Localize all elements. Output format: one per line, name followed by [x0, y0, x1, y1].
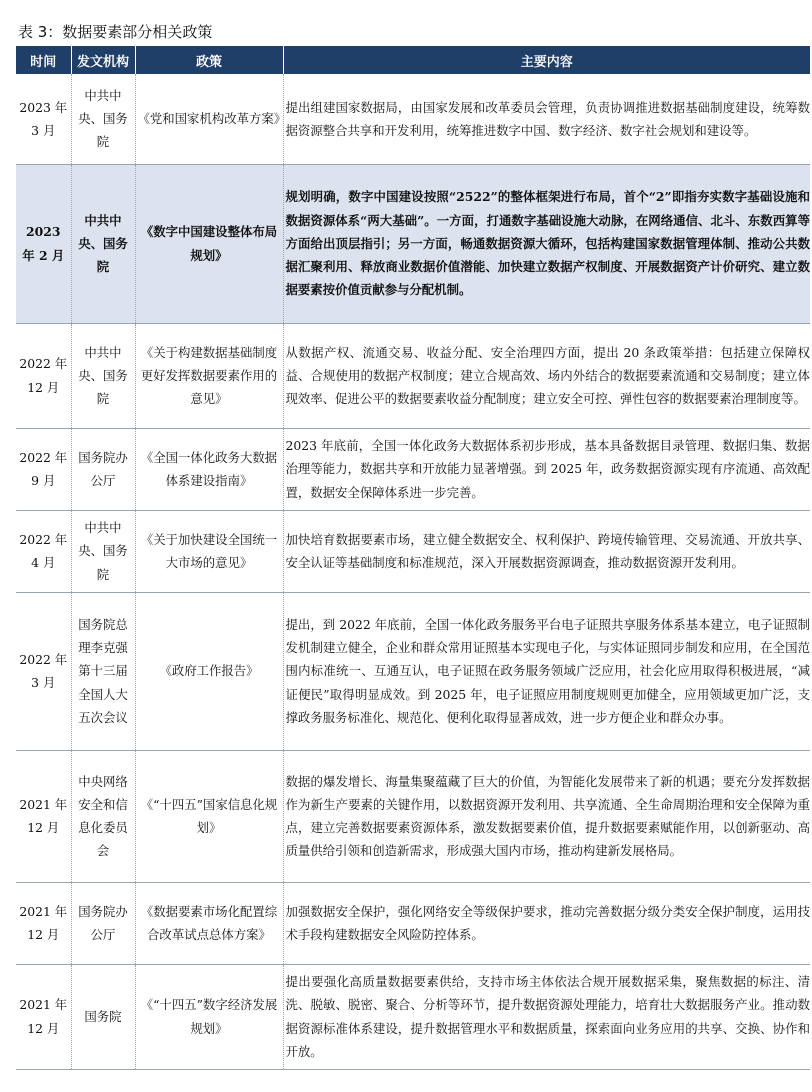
header-policy: 政策 — [135, 46, 283, 74]
row-org: 国务院办公厅 — [71, 882, 135, 964]
row-org: 中共中央、国务院 — [71, 323, 135, 428]
table-header-row — [16, 46, 810, 74]
row-content: 规划明确，数字中国建设按照“2522”的整体框架进行布局，首个“2”即指夯实数字基础设施和数据资源体系“两大基础”。一方面，打通数字基础设施大动脉，在网络通信、北斗、东数西算等方面给出顶层指引；另一方面，畅通数据资源大循环，包括构建国家数据管理体制、推动公共数据汇聚利用、释放商业数据价值潜能、加快建立数据产权制度、开展数据资产计价研究、建立数据要素按价值贡献参与分配机制。 — [283, 164, 810, 323]
row-org: 中共中央、国务院 — [71, 164, 135, 323]
table-row — [16, 510, 810, 592]
row-time: 2022 年 9 月 — [16, 428, 71, 510]
row-policy: 《关于加快建设全国统一大市场的意见》 — [135, 510, 283, 592]
row-policy: 《政府工作报告》 — [135, 592, 283, 750]
policy-table — [16, 46, 810, 1070]
row-policy: 《数据要素市场化配置综合改革试点总体方案》 — [135, 882, 283, 964]
header-content: 主要内容 — [283, 46, 810, 74]
header-time: 时间 — [16, 46, 71, 74]
row-time: 2022 年 4 月 — [16, 510, 71, 592]
row-content: 提出，到 2022 年底前，全国一体化政务服务平台电子证照共享服务体系基本建立，电子证照制发机制建立健全，企业和群众常用证照基本实现电子化，与实体证照同步制发和应用，在全国范围内标准统一、互通互认，电子证照在政务服务领域广泛应用，社会化应用取得积极进展，“减证便民”取得明显成效。到 2025 年，电子证照应用制度规则更加健全，应用领域更加广泛，支撑政务服务标准化、规范化、便利化取得显著成效，进一步方便企业和群众办事。 — [283, 592, 810, 750]
row-time: 2023 年 3 月 — [16, 74, 71, 164]
row-content: 提出组建国家数据局，由国家发展和改革委员会管理，负责协调推进数据基础制度建设，统筹数据资源整合共享和开发利用，统筹推进数字中国、数字经济、数字社会规划和建设等。 — [283, 74, 810, 164]
header-org: 发文机构 — [71, 46, 135, 74]
row-org: 中共中央、国务院 — [71, 510, 135, 592]
row-policy: 《“十四五”国家信息化规划》 — [135, 750, 283, 882]
table-row — [16, 74, 810, 164]
row-time: 2022 年 12 月 — [16, 323, 71, 428]
row-content: 提出要强化高质量数据要素供给，支持市场主体依法合规开展数据采集，聚焦数据的标注、清洗、脱敏、脱密、聚合、分析等环节，提升数据资源处理能力，培育壮大数据服务产业。推动数据资源标准体系建设，提升数据管理水平和数据质量，探索面向业务应用的共享、交换、协作和开放。 — [283, 964, 810, 1069]
table-caption: 表 3：数据要素部分相关政策 — [18, 23, 213, 41]
row-policy: 《全国一体化政务大数据体系建设指南》 — [135, 428, 283, 510]
table-row — [16, 750, 810, 882]
row-content: 数据的爆发增长、海量集聚蕴藏了巨大的价值，为智能化发展带来了新的机遇；要充分发挥数据作为新生产要素的关键作用，以数据资源开发利用、共享流通、全生命周期治理和安全保障为重点，建立完善数据要素资源体系，激发数据要素价值，提升数据要素赋能作用，以创新驱动、高质量供给引领和创造新需求，形成强大国内市场，推动构建新发展格局。 — [283, 750, 810, 882]
row-org: 国务院 — [71, 964, 135, 1069]
row-org: 国务院办公厅 — [71, 428, 135, 510]
table-row — [16, 428, 810, 510]
row-policy: 《数字中国建设整体布局规划》 — [135, 164, 283, 323]
row-policy: 《“十四五”数字经济发展规划》 — [135, 964, 283, 1069]
row-content: 从数据产权、流通交易、收益分配、安全治理四方面，提出 20 条政策举措：包括建立保障权益、合规使用的数据产权制度；建立合规高效、场内外结合的数据要素流通和交易制度；建立体现效率、促进公平的数据要素收益分配制度；建立安全可控、弹性包容的数据要素治理制度等。 — [283, 323, 810, 428]
row-org: 国务院总理李克强第十三届全国人大五次会议 — [71, 592, 135, 750]
row-org: 中央网络安全和信息化委员会 — [71, 750, 135, 882]
table-row — [16, 323, 810, 428]
table-row — [16, 592, 810, 750]
table-row-highlighted — [16, 164, 810, 323]
row-time: 2023 年 2 月 — [16, 164, 71, 323]
table-row — [16, 882, 810, 964]
row-time: 2021 年 12 月 — [16, 750, 71, 882]
row-content: 加强数据安全保护，强化网络安全等级保护要求，推动完善数据分级分类安全保护制度，运用技术手段构建数据安全风险防控体系。 — [283, 882, 810, 964]
table-row — [16, 964, 810, 1069]
row-policy: 《关于构建数据基础制度更好发挥数据要素作用的意见》 — [135, 323, 283, 428]
row-policy: 《党和国家机构改革方案》 — [135, 74, 283, 164]
row-time: 2021 年 12 月 — [16, 964, 71, 1069]
row-content: 2023 年底前，全国一体化政务大数据体系初步形成，基本具备数据目录管理、数据归集、数据治理等能力，数据共享和开放能力显著增强。到 2025 年，政务数据资源实现有序流通、高效配置，数据安全保障体系进一步完善。 — [283, 428, 810, 510]
row-time: 2022 年 3 月 — [16, 592, 71, 750]
row-time: 2021 年 12 月 — [16, 882, 71, 964]
row-org: 中共中央、国务院 — [71, 74, 135, 164]
row-content: 加快培育数据要素市场，建立健全数据安全、权利保护、跨境传输管理、交易流通、开放共享、安全认证等基础制度和标准规范，深入开展数据资源调查，推动数据资源开发利用。 — [283, 510, 810, 592]
